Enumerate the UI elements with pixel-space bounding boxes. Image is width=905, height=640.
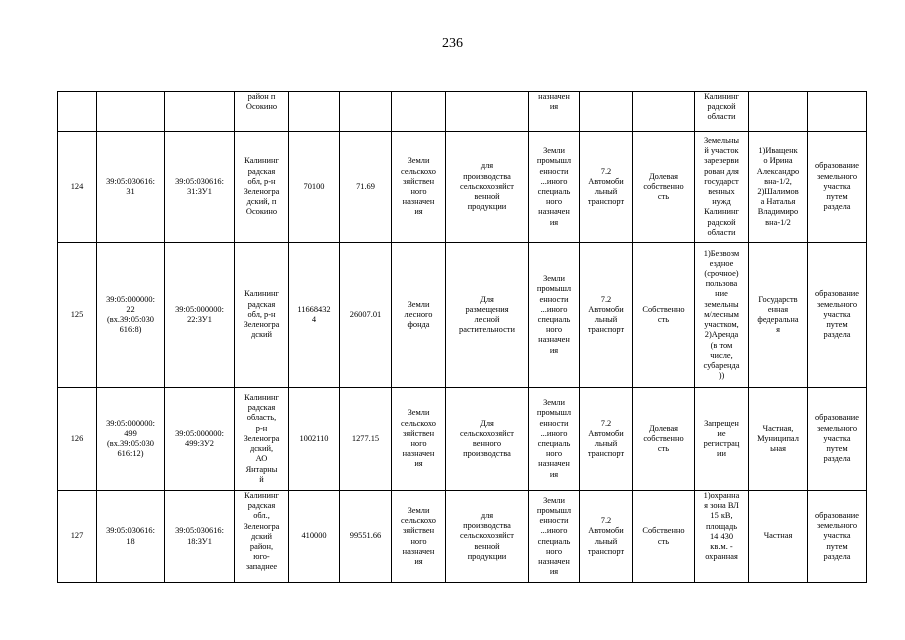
total-area-cell <box>289 92 340 132</box>
permitted-use-cell <box>446 92 529 132</box>
ownership-cell <box>633 92 695 132</box>
restrictions-cell: 1)Безвозм ездное (срочное) пользова ние земельны м/лесным участком, 2)Аренда (в том числе, субаренда )) <box>695 243 749 388</box>
table-row <box>58 243 867 388</box>
rightholder-cell: 1)Иващенк о Ирина Александро вна-1/2, 2)Шалимов а Наталья Владимиро вна-1/2 <box>749 132 808 243</box>
new-plot-number-cell: 39:05:000000: 22:ЗУ1 <box>165 243 235 388</box>
ownership-cell: Собственно сть <box>633 243 695 388</box>
purpose-cell: образование земельного участка путем раздела <box>808 388 867 491</box>
new-category-cell: Земли промышл енности ...иного специаль ного назначен ия <box>529 132 580 243</box>
total-area-cell: 410000 <box>289 491 340 583</box>
row-number-cell: 127 <box>58 491 97 583</box>
new-plot-number-cell: 39:05:030616: 31:ЗУ1 <box>165 132 235 243</box>
address-cell: Калининг радская обл, р-н Зеленогра дский <box>235 243 289 388</box>
new-category-cell: Земли промышл енности ...иного специаль ного назначен ия <box>529 491 580 583</box>
cadastral-number-cell: 39:05:030616: 31 <box>97 132 165 243</box>
table-row <box>58 491 867 583</box>
land-plots-table <box>57 91 867 583</box>
land-category-cell: Земли сельскохо зяйствен ного назначен ия <box>392 491 446 583</box>
new-use-cell: 7.2 Автомоби льный транспорт <box>580 491 633 583</box>
permitted-use-cell: для производства сельскохозяйст венной продукции <box>446 491 529 583</box>
rightholder-cell: Частная <box>749 491 808 583</box>
address-cell: Калининг радская обл., Зеленогра дский район, юго- западнее <box>235 491 289 583</box>
row-number-cell: 125 <box>58 243 97 388</box>
total-area-cell: 1002110 <box>289 388 340 491</box>
land-category-cell: Земли сельскохо зяйствен ного назначен ия <box>392 388 446 491</box>
rightholder-cell <box>749 92 808 132</box>
row-number-cell: 126 <box>58 388 97 491</box>
cadastral-number-cell <box>97 92 165 132</box>
purpose-cell <box>808 92 867 132</box>
address-cell: район п Осокино <box>235 92 289 132</box>
cadastral-number-cell: 39:05:030616: 18 <box>97 491 165 583</box>
page-number: 236 <box>442 36 463 51</box>
new-category-cell: Земли промышл енности ...иного специаль ного назначен ия <box>529 243 580 388</box>
table-row <box>58 388 867 491</box>
purpose-cell: образование земельного участка путем раздела <box>808 243 867 388</box>
address-cell: Калининг радская обл, р-н Зеленогра дский, п Осокино <box>235 132 289 243</box>
restrictions-cell: Земельны й участок зарезерви рован для государст венных нужд Калининг радской области <box>695 132 749 243</box>
ownership-cell: Долевая собственно сть <box>633 388 695 491</box>
new-category-cell: Земли промышл енности ...иного специаль ного назначен ия <box>529 388 580 491</box>
permitted-use-cell: для производства сельскохозяйст венной продукции <box>446 132 529 243</box>
rightholder-cell: Частная, Муниципал ьная <box>749 388 808 491</box>
address-cell: Калининг радская область, р-н Зеленогра дский, АО Янтарны й <box>235 388 289 491</box>
table-row <box>58 132 867 243</box>
new-use-cell <box>580 92 633 132</box>
row-number-cell <box>58 92 97 132</box>
part-area-cell: 71.69 <box>340 132 392 243</box>
permitted-use-cell: Для сельскохозяйст венного производства <box>446 388 529 491</box>
part-area-cell: 1277.15 <box>340 388 392 491</box>
land-category-cell: Земли лесного фонда <box>392 243 446 388</box>
rightholder-cell: Государств енная федеральна я <box>749 243 808 388</box>
restrictions-cell: Калининг радской области <box>695 92 749 132</box>
ownership-cell: Долевая собственно сть <box>633 132 695 243</box>
total-area-cell: 11668432 4 <box>289 243 340 388</box>
cadastral-number-cell: 39:05:000000: 22 (вх.39:05:030 616:8) <box>97 243 165 388</box>
total-area-cell: 70100 <box>289 132 340 243</box>
new-use-cell: 7.2 Автомоби льный транспорт <box>580 132 633 243</box>
restrictions-cell: Запрещен ие регистрац ии <box>695 388 749 491</box>
new-use-cell: 7.2 Автомоби льный транспорт <box>580 388 633 491</box>
land-category-cell: Земли сельскохо зяйствен ного назначен ия <box>392 132 446 243</box>
new-plot-number-cell: 39:05:000000: 499:ЗУ2 <box>165 388 235 491</box>
ownership-cell: Собственно сть <box>633 491 695 583</box>
permitted-use-cell: Для размещения лесной растительности <box>446 243 529 388</box>
new-plot-number-cell: 39:05:030616: 18:ЗУ1 <box>165 491 235 583</box>
new-plot-number-cell <box>165 92 235 132</box>
table-row <box>58 92 867 132</box>
part-area-cell <box>340 92 392 132</box>
row-number-cell: 124 <box>58 132 97 243</box>
restrictions-cell: 1)охранна я зона ВЛ 15 кВ, площадь 14 430 кв.м. - охранная <box>695 491 749 583</box>
cadastral-number-cell: 39:05:000000: 499 (вх.39:05:030 616:12) <box>97 388 165 491</box>
land-category-cell <box>392 92 446 132</box>
purpose-cell: образование земельного участка путем раздела <box>808 132 867 243</box>
new-category-cell: назначен ия <box>529 92 580 132</box>
part-area-cell: 99551.66 <box>340 491 392 583</box>
purpose-cell: образование земельного участка путем раздела <box>808 491 867 583</box>
part-area-cell: 26007.01 <box>340 243 392 388</box>
new-use-cell: 7.2 Автомоби льный транспорт <box>580 243 633 388</box>
